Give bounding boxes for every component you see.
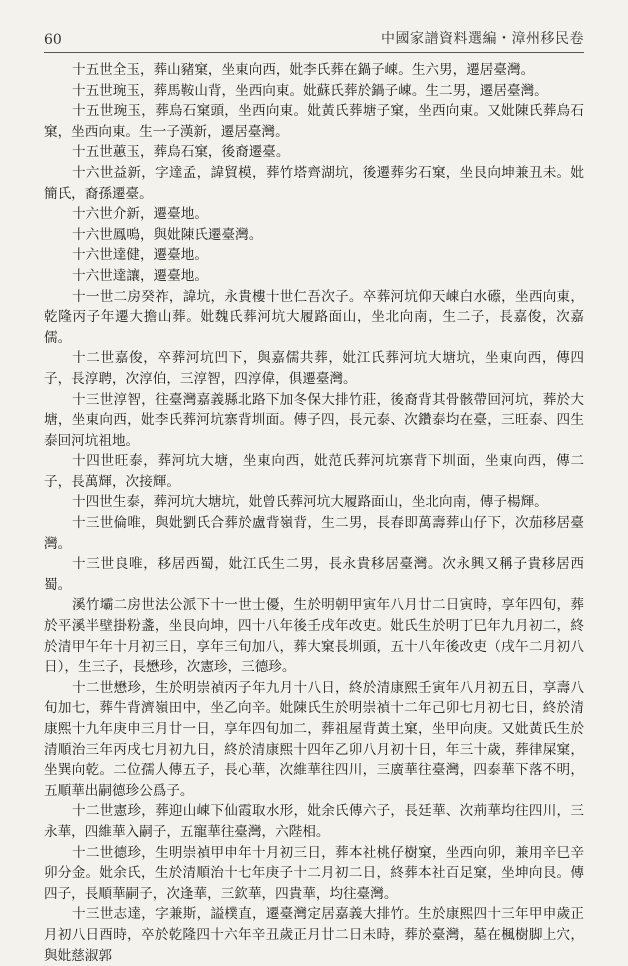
page-number: 60 — [44, 32, 62, 48]
page-header — [44, 22, 584, 53]
paragraph: 十五世琬玉，葬烏石窠頭，坐西向東。妣黃氏葬塘子窠，坐西向東。又妣陳氏葬烏石窠，坐西向東。生一子漢新，遷居臺灣。 — [44, 103, 584, 140]
paragraph: 十三世志達，字兼斯，謚樸直，遷臺灣定居嘉義大排竹。生於康熙四十三年甲申歲正月初八日酉時，卒於乾隆四十六年辛丑歲正月廿二日未時，葬於臺灣，墓在楓樹脚上穴，與妣慈淑郭 — [44, 906, 584, 964]
body-text — [44, 60, 584, 964]
paragraph: 十六世達健，遷臺地。 — [72, 247, 208, 264]
paragraph: 十四世生泰，葬河坑大塘坑，妣曾氏葬河坑大履路面山，坐北向南，傳子楊輝。 — [72, 494, 548, 511]
paragraph: 十五世蕙玉，葬烏石窠，後裔遷臺。 — [72, 144, 290, 161]
paragraph: 十六世達讓，遷臺地。 — [72, 267, 208, 284]
paragraph: 十二世德珍，生明崇禎甲申年十月初三日，葬本社桃仔樹窠，坐西向卯，兼用辛巳辛卯分金。妣余氏，生於清順治十七年庚子十二月初二日，終葬本社百足窠，坐坤向艮。傳四子，長順華嗣子，次逢華，三欽華，四貴華，均往臺灣。 — [44, 844, 584, 902]
paragraph: 溪竹壩二房世法公派下十一世士優，生於明朝甲寅年八月廿二日寅時，享年四旬，葬於平溪半壁掛粉盞，坐艮向坤，四十八年後壬戌年改吏。妣氏生於明丁巳年九月初二，終於清甲午年十月初三日，享年三旬加八，葬大窠長圳頭，五十八年後改吏（戌午二月初八日），生三子，長懋珍，次憲珍，三德珍。 — [44, 597, 584, 676]
paragraph: 十三世淳智，往臺灣嘉義縣北路下加冬保大排竹莊，後裔背其骨骸帶回河坑，葬於大塘，坐東向西，妣李氏葬河坑寨背圳面。傳子四，長元泰、次鑽泰均在臺，三旺泰、四生泰回河坑祖地。 — [44, 391, 584, 449]
running-title: 中國家譜資料選編・漳州移民卷 — [381, 31, 584, 47]
paragraph: 十一世二房癸祚，諱坑，永貴樓十世仁吾次子。卒葬河坑仰天崠白水礤，坐西向東，乾隆丙子年遷大擔山葬。妣魏氏葬河坑大履路面山，坐北向南，生二子，長嘉俊，次嘉儒。 — [44, 288, 584, 346]
paragraph: 十二世懋珍，生於明崇禎丙子年九月十八日，終於清康熙壬寅年八月初五日，享壽八旬加七，葬牛背濟嶺田中，坐乙向辛。妣陳氏生於明崇禎十二年己卯七月初七日，終於清康熙十九年庚申三月廿一日，享年四旬加二，葬祖屋背黃土窠，坐甲向庚。又妣黃氏生於清順治三年丙戌七月初九日，終於清康熙十四年乙卯八月初十日，年三十歲，葬律屎窠，坐巽向乾。二位孺人傳五子，長心華，次維華往四川，三廣華往臺灣，四泰華下落不明，五順華出嗣德珍公爲子。 — [44, 679, 584, 799]
paragraph: 十三世良唯，移居西蜀，妣江氏生二男，長永貴移居臺灣。次永興又稱子貴移居西蜀。 — [44, 556, 584, 593]
paragraph: 十三世倫唯，與妣劉氏合葬於盧背嶺背，生二男，長春即萬壽葬山仔下，次茄移居臺灣。 — [44, 515, 584, 552]
paragraph: 十五世全玉，葬山豬窠，坐東向西，妣李氏葬在鍋子崠。生六男，遷居臺灣。 — [72, 62, 535, 78]
paragraph: 十六世介新，遷臺地。 — [72, 206, 208, 223]
paragraph: 十四世旺泰，葬河坑大塘，坐東向西，妣范氏葬河坑寨背下圳面，坐東向西，傳二子，長萬輝，次接輝。 — [44, 453, 584, 490]
paragraph: 十六世鳳鳴，與妣陳氏遷臺灣。 — [72, 226, 263, 243]
paragraph: 十五世琬玉，葬馬鞍山背，坐西向東。妣蘇氏葬於鍋子崠。生二男，遷居臺灣。 — [72, 82, 548, 99]
paragraph: 十二世憲珍，葬迎山崠下仙霞取水形，妣余氏傳六子，長廷華、次荊華均往四川，三永華，四維華入嗣子，五寵華往臺灣，六陛相。 — [44, 803, 584, 840]
paragraph: 十六世益新，字達孟，諱貿模，葬竹塔齊湖坑，後遷葬劣石窠，坐艮向坤兼丑未。妣簡氏，裔孫遷臺。 — [44, 164, 584, 202]
paragraph: 十二世嘉俊，卒葬河坑凹下，與嘉儒共葬，妣江氏葬河坑大塘坑，坐東向西，傳四子，長淳聘，次淳伯，三淳智，四淳偉，俱遷臺灣。 — [44, 350, 584, 387]
